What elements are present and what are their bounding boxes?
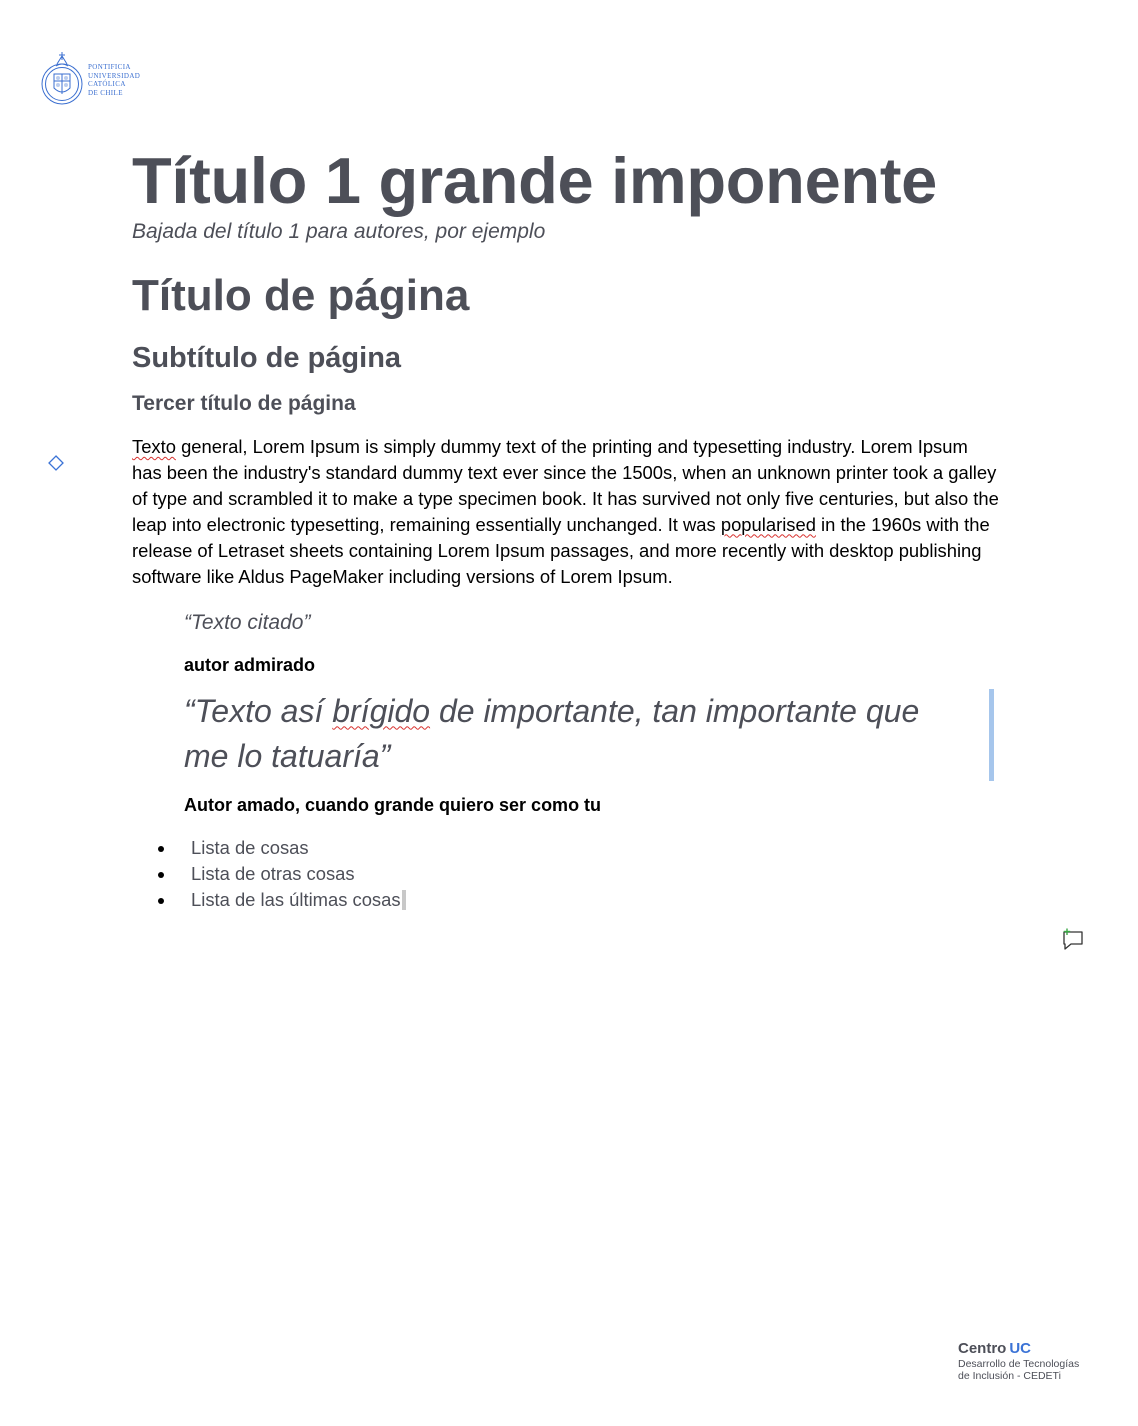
document-body[interactable] [132, 140, 1002, 913]
third-title: Tercer título de página [132, 392, 356, 415]
title-1-subtitle: Bajada del título 1 para autores, por ejemplo [132, 220, 546, 243]
quote-bar [989, 689, 994, 781]
body-paragraph [132, 434, 1002, 589]
university-name [88, 63, 140, 97]
footer-brand-accent: UC [1009, 1340, 1032, 1357]
university-crest-icon [40, 50, 84, 110]
bullet-icon [158, 898, 164, 904]
misspelled-word[interactable]: brígido [332, 693, 431, 730]
footer-brand-text: Centro [958, 1340, 1007, 1357]
list-item-text: Lista de cosas [191, 837, 309, 859]
quote-block [184, 609, 1002, 817]
list-item [156, 835, 1002, 861]
logo-line: PONTIFICIA [88, 63, 131, 71]
bullet-list [132, 835, 1002, 913]
misspelled-word[interactable]: Texto [132, 436, 176, 457]
add-comment-icon[interactable] [1061, 928, 1085, 950]
quote-small-author: autor admirado [184, 655, 316, 676]
bullet-icon [158, 846, 164, 852]
footer-logo [958, 1340, 1079, 1382]
list-item [156, 861, 1002, 887]
quote-large-wrap [184, 689, 994, 779]
list-item-text: Lista de las últimas cosas [191, 889, 401, 911]
misspelled-word[interactable]: popularised [720, 513, 816, 535]
footer-brand [958, 1340, 1079, 1358]
list-item-text: Lista de otras cosas [191, 863, 355, 885]
logo-line: DE CHILE [88, 88, 123, 97]
logo-line: CATÓLICA [88, 80, 126, 88]
page-title: Título de página [132, 271, 470, 320]
university-logo [40, 50, 140, 110]
page-subtitle: Subtítulo de página [132, 342, 402, 374]
quote-large [184, 689, 994, 779]
body-text-part: in the 1960s with the release of Letraset sheets containing Lorem Ipsum passages, and more recently with desktop publishing software like Aldus PageMaker including versions of Lorem Ipsum. [132, 513, 990, 587]
quote-small: “Texto citado” [184, 611, 311, 635]
quote-large-part: de importante, tan importante que me lo tatuaría” [184, 693, 920, 775]
footer-sub-line: Desarrollo de Tecnologías [958, 1358, 1080, 1370]
body-text-part: general, Lorem Ipsum is simply dummy text of the printing and typesetting industry. Lorem Ipsum has been the industry's standard dummy text ever since the 1500s, when an unknown printer took a galley of type and scrambled it to make a type specimen book. It has survived not only five centuries, but also the leap into electronic typesetting, remaining essentially unchanged. It was [132, 436, 999, 535]
footer-sub-line: de Inclusión - CEDETi [958, 1370, 1061, 1382]
quote-large-author: Autor amado, cuando grande quiero ser como tu [184, 795, 602, 816]
bullet-icon [158, 872, 164, 878]
quote-large-part: “Texto así [184, 693, 333, 730]
list-item [156, 887, 1002, 913]
diamond-icon[interactable] [48, 455, 64, 471]
text-cursor [402, 890, 406, 910]
footer-subtitle [958, 1358, 1079, 1382]
logo-line: UNIVERSIDAD [88, 71, 141, 80]
title-1: Título 1 grande imponente [132, 144, 938, 217]
